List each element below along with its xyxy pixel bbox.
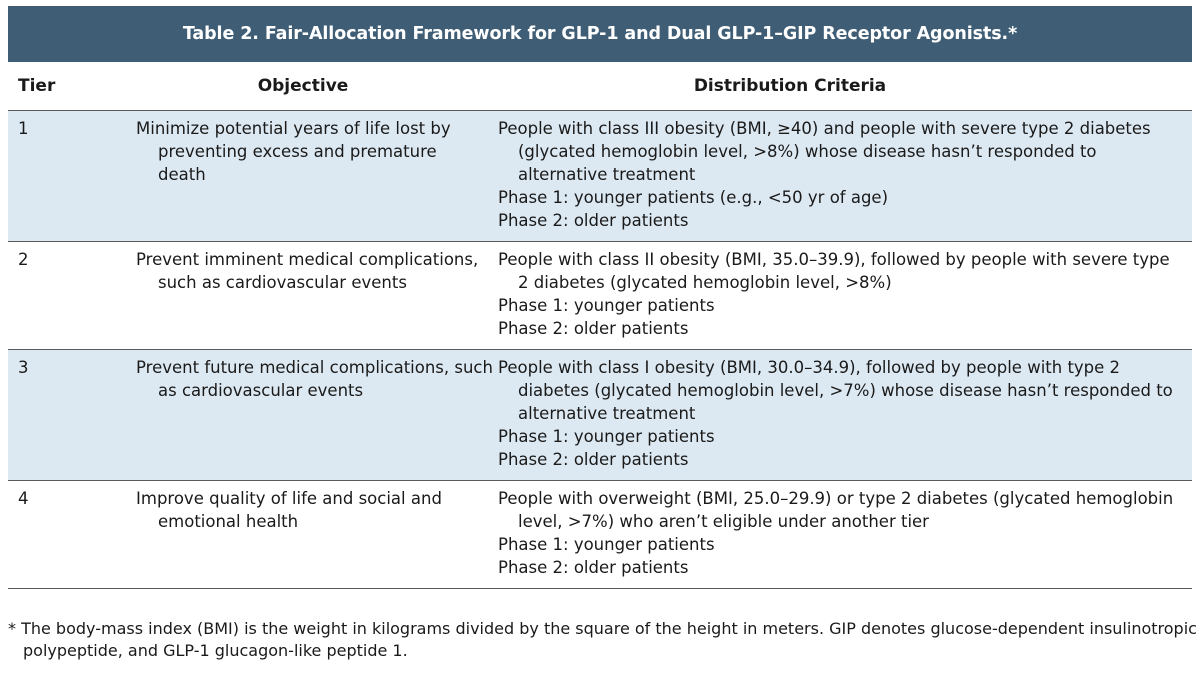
header-tier: Tier bbox=[18, 76, 56, 96]
objective-cell bbox=[118, 356, 498, 471]
objective-text: Minimize potential years of life lost by preventing excess and premature death bbox=[136, 119, 451, 184]
phase-2-text: Phase 2: older patients bbox=[498, 319, 689, 338]
table-container bbox=[8, 6, 1192, 589]
objective-text: Prevent future medical complications, such as cardiovascular events bbox=[136, 358, 493, 400]
phase-2-text: Phase 2: older patients bbox=[498, 450, 689, 469]
tier-cell: 4 bbox=[18, 489, 29, 508]
tier-cell: 1 bbox=[18, 119, 29, 138]
phase-2-text: Phase 2: older patients bbox=[498, 558, 689, 577]
phase-1-text: Phase 1: younger patients bbox=[498, 427, 715, 446]
table-row bbox=[8, 481, 1192, 589]
criteria-text: People with class III obesity (BMI, ≥40) and people with severe type 2 diabetes (glycated hemoglobin level, >8%) whose disease hasn’t responded to alternative treatment bbox=[498, 119, 1151, 184]
objective-cell bbox=[118, 487, 498, 579]
criteria-text: People with overweight (BMI, 25.0–29.9) or type 2 diabetes (glycated hemoglobin level, >7%) who aren’t eligible under another tier bbox=[498, 489, 1174, 531]
objective-cell bbox=[118, 248, 498, 340]
column-header-row bbox=[8, 62, 1192, 111]
phase-1-text: Phase 1: younger patients bbox=[498, 296, 715, 315]
criteria-cell bbox=[498, 356, 1192, 471]
objective-cell bbox=[118, 117, 498, 232]
table-footnote: * The body-mass index (BMI) is the weight in kilograms divided by the square of the height in meters. GIP denotes glucose-dependent insulinotropic polypeptide, and GLP-1 glucagon-like peptide 1. bbox=[8, 619, 1197, 660]
phase-1-text: Phase 1: younger patients (e.g., <50 yr of age) bbox=[498, 188, 889, 207]
objective-text: Prevent imminent medical complications, such as cardiovascular events bbox=[136, 250, 479, 292]
header-distribution-criteria: Distribution Criteria bbox=[693, 76, 887, 96]
phase-1-text: Phase 1: younger patients bbox=[498, 535, 715, 554]
criteria-text: People with class I obesity (BMI, 30.0–34.9), followed by people with type 2 diabetes (glycated hemoglobin level, >7%) whose disease hasn’t responded to alternative treatment bbox=[498, 358, 1173, 423]
criteria-cell bbox=[498, 248, 1192, 340]
criteria-cell bbox=[498, 487, 1192, 579]
criteria-text: People with class II obesity (BMI, 35.0–39.9), followed by people with severe type 2 diabetes (glycated hemoglobin level, >8%) bbox=[498, 250, 1170, 292]
criteria-cell bbox=[498, 117, 1192, 232]
objective-text: Improve quality of life and social and emotional health bbox=[136, 489, 442, 531]
tier-cell: 2 bbox=[18, 250, 29, 269]
table-row bbox=[8, 350, 1192, 481]
tier-cell: 3 bbox=[18, 358, 29, 377]
table-row bbox=[8, 242, 1192, 350]
table-title: Table 2. Fair-Allocation Framework for GLP-1 and Dual GLP-1–GIP Receptor Agonists.* bbox=[8, 6, 1192, 62]
header-objective: Objective bbox=[257, 76, 349, 96]
phase-2-text: Phase 2: older patients bbox=[498, 211, 689, 230]
table-row bbox=[8, 111, 1192, 242]
